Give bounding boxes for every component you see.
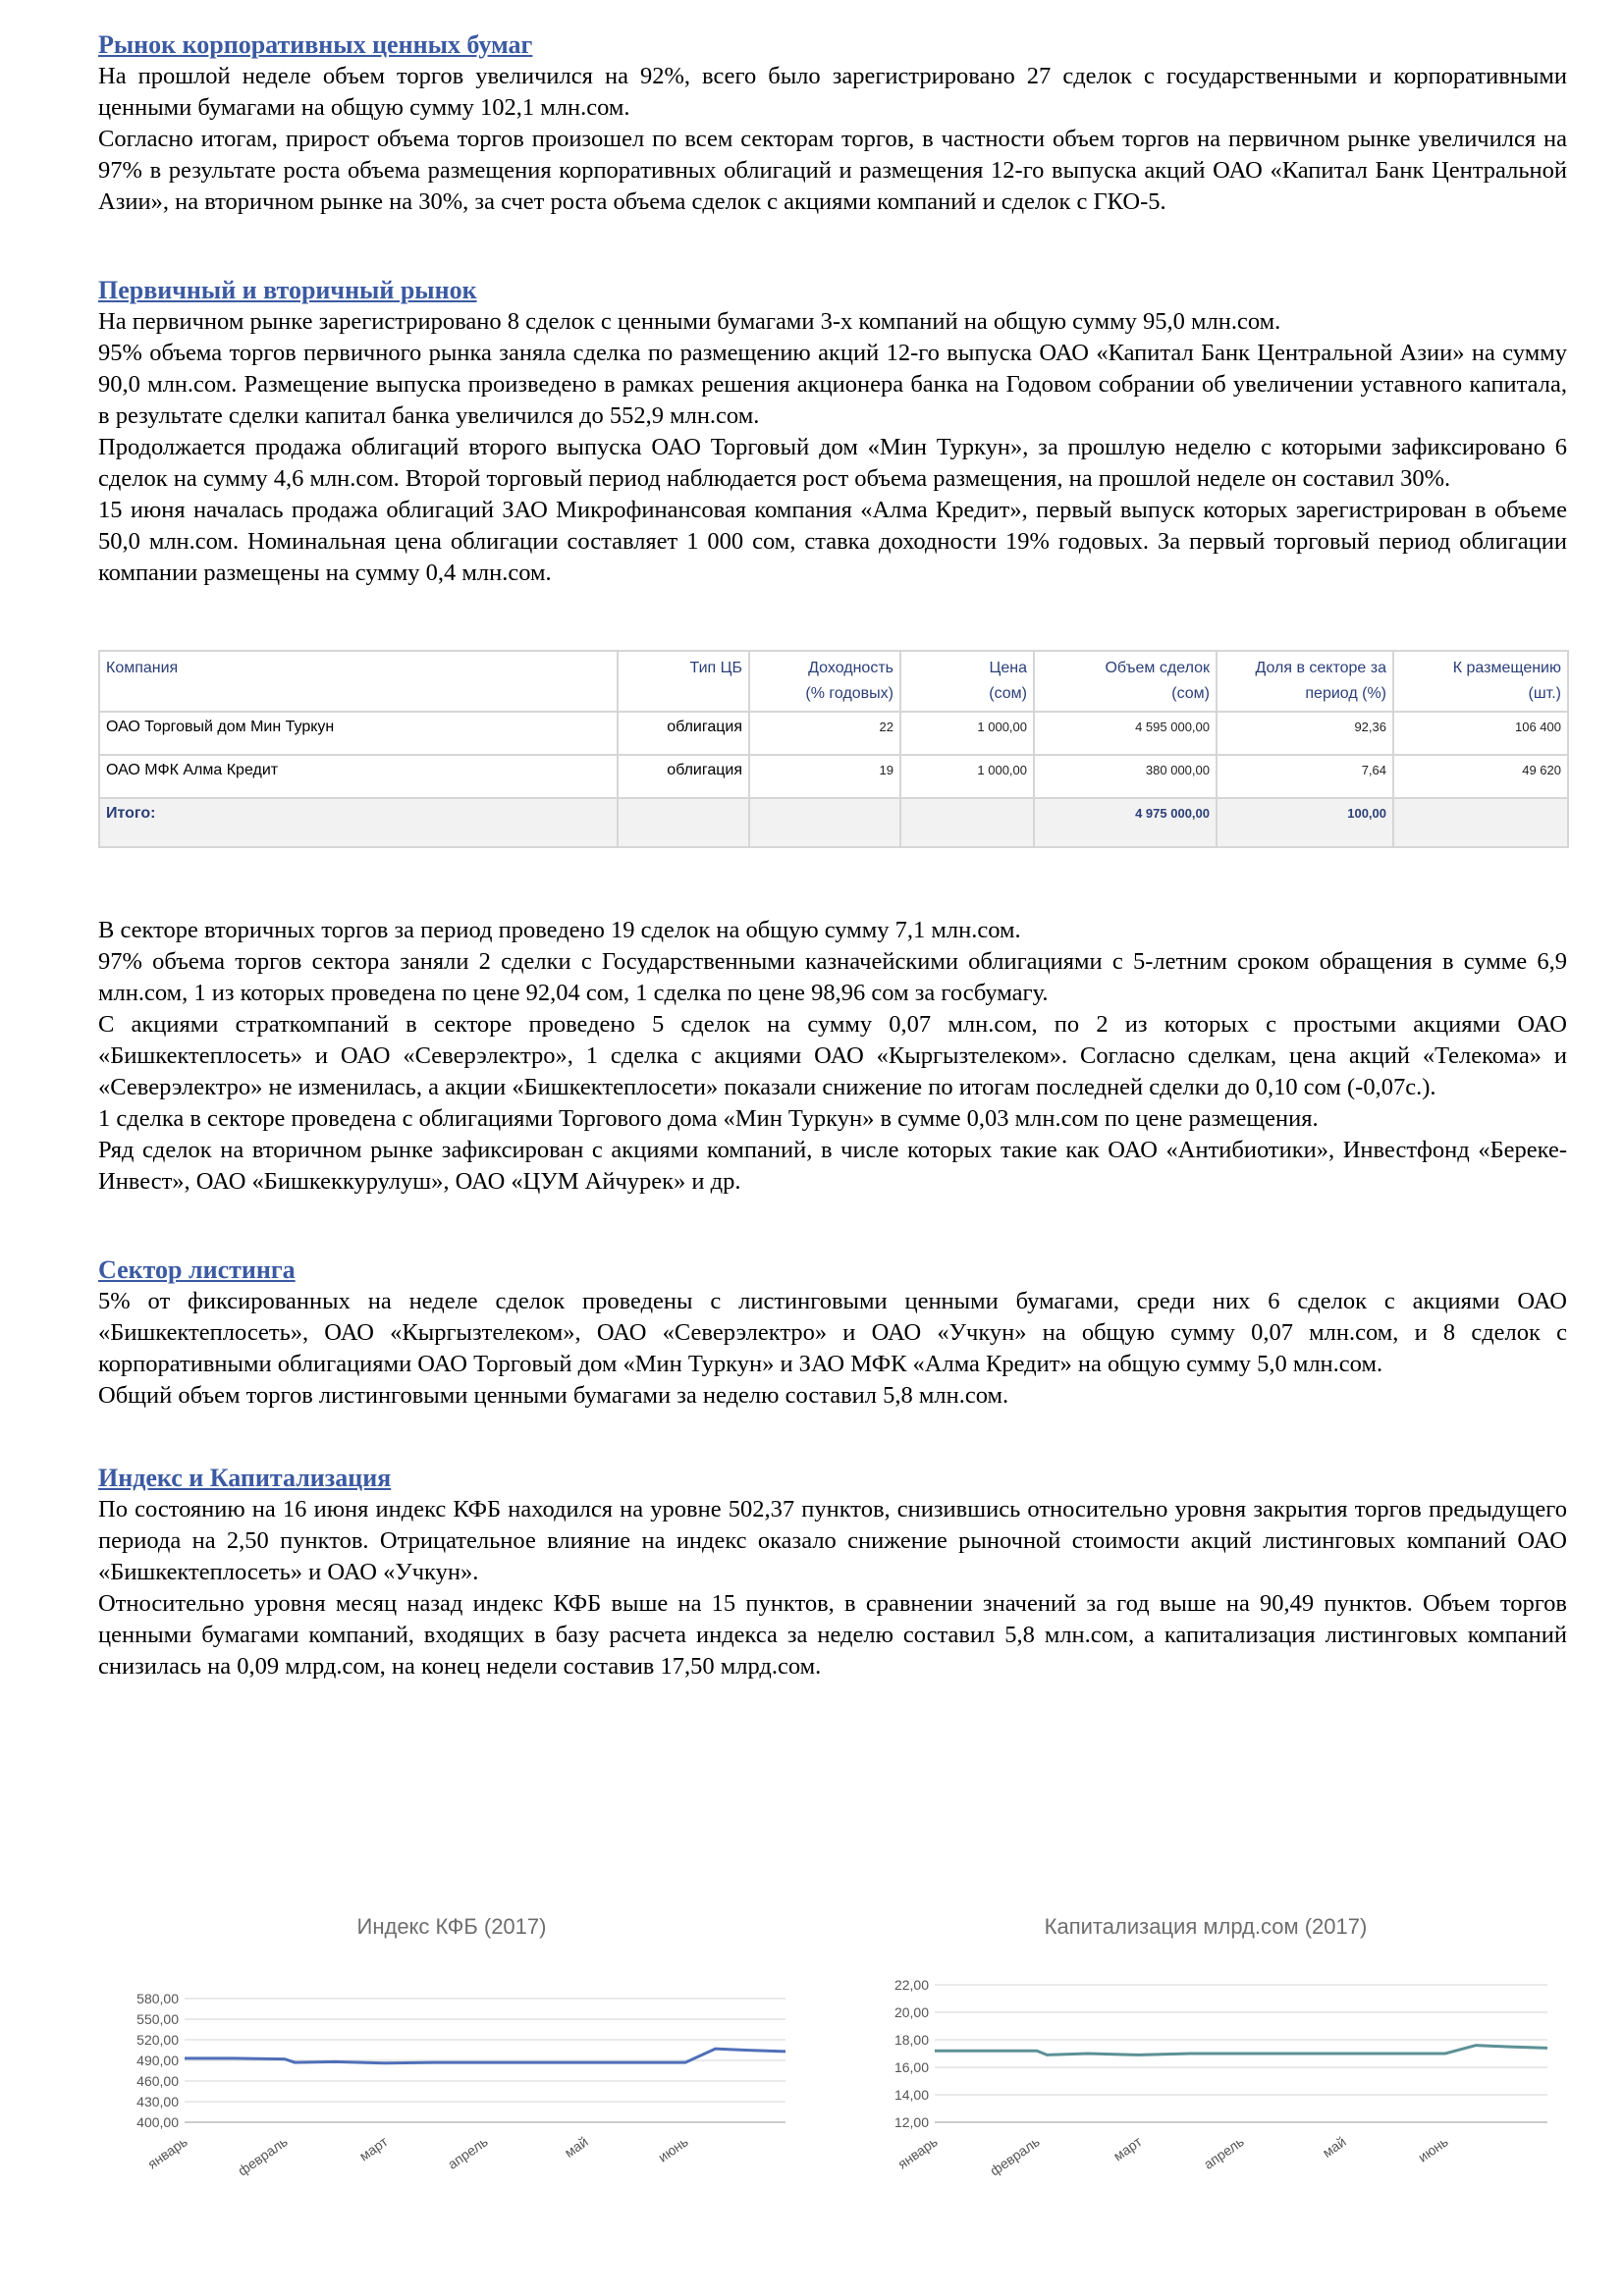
- cell-company: ОАО Торговый дом Мин Туркун: [99, 712, 618, 755]
- paragraph: На первичном рынке зарегистрировано 8 сделок с ценными бумагами 3-х компаний на общую сумму 95,0 млн.сом.: [98, 308, 1281, 335]
- y-tick-label: 490,00: [136, 2053, 179, 2068]
- cell-to-place: 49 620: [1393, 755, 1568, 798]
- paragraph: 95% объема торгов первичного рынка заняла сделка по размещению акций 12-го выпуска ОАО «Капитал Банк Центральной Азии» на сумму 90,0 млн.сом. Размещение выпуска произведено в рамках решения акционера банка на Годовом собрании об увеличении уставного капитала, в результате сделки капитал банка увеличился до 552,9 млн.сом.: [98, 340, 1567, 429]
- cell-volume: 4 595 000,00: [1034, 712, 1217, 755]
- y-tick-label: 520,00: [136, 2032, 179, 2048]
- cell-yield: 22: [749, 712, 900, 755]
- charts-area: [98, 1914, 1567, 2268]
- column-header: Объем сделок (сом): [1034, 651, 1217, 712]
- cell-total-label: Итого:: [99, 798, 618, 847]
- x-tick-label: июнь: [1415, 2133, 1451, 2165]
- y-tick-label: 580,00: [136, 1991, 179, 2006]
- capitalization-chart: [844, 1914, 1567, 2248]
- y-tick-label: 550,00: [136, 2011, 179, 2027]
- y-tick-label: 12,00: [893, 2114, 929, 2130]
- paragraph: Продолжается продажа облигаций второго выпуска ОАО Торговый дом «Мин Туркун», за прошлую неделю с которыми зафиксировано 6 сделок на сумму 4,6 млн.сом. Второй торговый период наблюдается рост объема размещения, на прошлой неделе он составил 30%.: [98, 434, 1567, 492]
- index-chart-svg: [98, 1914, 805, 2248]
- paragraph: Ряд сделок на вторичном рынке зафиксирован с акциями компаний, в числе которых такие как ОАО «Антибиотики», Инвестфонд «Береке-Инвест», ОАО «Бишкеккурулуш», ОАО «ЦУМ Айчурек» и др.: [98, 1137, 1567, 1195]
- paragraph: С акциями страткомпаний в секторе проведено 5 сделок на сумму 0,07 млн.сом, по 2 из которых с простыми акциями ОАО «Бишкектеплосеть» и ОАО «Северэлектро», 1 сделка с акциями ОАО «Кыргызтелеком». Согласно сделкам, цена акций «Телекома» и «Северэлектро» не изменилась, а акции «Бишкектеплосети» показали снижение по итогам последней сделки до 0,10 сом (-0,07с.).: [98, 1011, 1567, 1100]
- table-header-row: [99, 651, 1568, 712]
- y-tick-label: 460,00: [136, 2073, 179, 2089]
- y-tick-label: 400,00: [136, 2114, 179, 2130]
- index-chart: [98, 1914, 805, 2248]
- cell-price: 1 000,00: [900, 712, 1034, 755]
- section-title-corporate-market: Рынок корпоративных ценных бумаг: [98, 30, 533, 59]
- table-row: [99, 712, 1568, 755]
- x-tick-label: апрель: [444, 2133, 491, 2172]
- paragraph: 5% от фиксированных на неделе сделок проведены с листинговыми ценными бумагами, среди них 6 сделок с акциями ОАО «Бишкектеплосеть», ОАО «Кыргызтелеком», ОАО «Северэлектро» и ОАО «Учкун» на общую сумму 0,07 млн.сом, и 8 сделок с корпоративными облигациями ОАО Торговый дом «Мин Туркун» и ЗАО МФК «Алма Кредит» на общую сумму 5,0 млн.сом.: [98, 1288, 1567, 1377]
- cell-volume: 380 000,00: [1034, 755, 1217, 798]
- cell-total-share: 100,00: [1217, 798, 1393, 847]
- document-page: [98, 29, 1567, 1682]
- cell-yield: 19: [749, 755, 900, 798]
- column-header: Тип ЦБ: [618, 651, 749, 712]
- x-tick-label: март: [355, 2133, 391, 2164]
- securities-table: [98, 650, 1569, 848]
- x-tick-label: июнь: [655, 2133, 691, 2165]
- chart-title: Индекс КФБ (2017): [356, 1914, 547, 1939]
- cell-to-place: 106 400: [1393, 712, 1568, 755]
- paragraph: В секторе вторичных торгов за период проведено 19 сделок на общую сумму 7,1 млн.сом.: [98, 917, 1021, 943]
- x-tick-label: февраль: [235, 2133, 291, 2179]
- x-tick-label: февраль: [987, 2133, 1043, 2179]
- table-row: [99, 755, 1568, 798]
- column-header: К размещению (шт.): [1393, 651, 1568, 712]
- paragraph: На прошлой неделе объем торгов увеличился на 92%, всего было зарегистрировано 27 сделок с государственными и корпоративными ценными бумагами на общую сумму 102,1 млн.сом.: [98, 63, 1567, 121]
- x-tick-label: январь: [894, 2133, 941, 2172]
- y-tick-label: 14,00: [893, 2087, 929, 2103]
- cell-company: ОАО МФК Алма Кредит: [99, 755, 618, 798]
- cell-type: облигация: [618, 755, 749, 798]
- section-title-index-capitalization: Индекс и Капитализация: [98, 1464, 392, 1492]
- paragraph: Согласно итогам, прирост объема торгов произошел по всем секторам торгов, в частности объем торгов на первичном рынке увеличился на 97% в результате роста объема размещения корпоративных облигаций и размещения 12-го выпуска акций ОАО «Капитал Банк Центральной Азии», на вторичном рынке на 30%, за счет роста объема сделок с акциями компаний и сделок с ГКО-5.: [98, 126, 1567, 215]
- column-header: Цена (сом): [900, 651, 1034, 712]
- cell-total-volume: 4 975 000,00: [1034, 798, 1217, 847]
- y-tick-label: 16,00: [893, 2059, 929, 2075]
- cell-type: облигация: [618, 712, 749, 755]
- x-tick-label: январь: [144, 2133, 190, 2172]
- section-title-primary-secondary: Первичный и вторичный рынок: [98, 276, 477, 304]
- x-tick-label: май: [561, 2133, 591, 2161]
- paragraph: Общий объем торгов листинговыми ценными бумагами за неделю составил 5,8 млн.сом.: [98, 1382, 1009, 1409]
- y-tick-label: 18,00: [893, 2032, 929, 2048]
- x-tick-label: март: [1110, 2133, 1145, 2164]
- paragraph: 15 июня началась продажа облигаций ЗАО Микрофинансовая компания «Алма Кредит», первый выпуск которых зарегистрирован в объеме 50,0 млн.сом. Номинальная цена облигации составляет 1 000 сом, ставка доходности 19% годовых. За первый торговый период облигации компании размещены на сумму 0,4 млн.сом.: [98, 497, 1567, 586]
- cell-price: 1 000,00: [900, 755, 1034, 798]
- cell-share: 7,64: [1217, 755, 1393, 798]
- paragraph: По состоянию на 16 июня индекс КФБ находился на уровне 502,37 пунктов, снизившись относительно уровня закрытия торгов предыдущего периода на 2,50 пунктов. Отрицательное влияние на индекс оказало снижение рыночной стоимости акций листинговых компаний ОАО «Бишкектеплосеть» и ОАО «Учкун».: [98, 1496, 1567, 1585]
- column-header: Доля в секторе за период (%): [1217, 651, 1393, 712]
- column-header: Доходность (% годовых): [749, 651, 900, 712]
- table-total-row: [99, 798, 1568, 847]
- y-tick-label: 20,00: [893, 2004, 929, 2020]
- y-tick-label: 22,00: [893, 1977, 929, 1993]
- section-title-listing: Сектор листинга: [98, 1255, 296, 1284]
- column-header: Компания: [99, 651, 618, 712]
- chart-title: Капитализация млрд.сом (2017): [1044, 1914, 1368, 1939]
- y-tick-label: 430,00: [136, 2094, 179, 2109]
- cell-share: 92,36: [1217, 712, 1393, 755]
- series-line: [935, 2046, 1547, 2056]
- paragraph: Относительно уровня месяц назад индекс КФБ выше на 15 пунктов, в сравнении значений за год выше на 90,49 пунктов. Объем торгов ценными бумагами компаний, входящих в базу расчета индекса за неделю составил 5,8 млн.сом, а капитализация листинговых компаний снизилась на 0,09 млрд.сом, на конец недели составив 17,50 млрд.сом.: [98, 1590, 1567, 1680]
- paragraph: 97% объема торгов сектора заняли 2 сделки с Государственными казначейскими облигациями с 5-летним сроком обращения в сумме 6,9 млн.сом, 1 из которых проведена по цене 92,04 сом, 1 сделка по цене 98,96 сом за госбумагу.: [98, 948, 1567, 1006]
- capitalization-chart-svg: [844, 1914, 1567, 2248]
- paragraph: 1 сделка в секторе проведена с облигациями Торгового дома «Мин Туркун» в сумме 0,03 млн.сом по цене размещения.: [98, 1105, 1319, 1132]
- x-tick-label: апрель: [1200, 2133, 1247, 2172]
- x-tick-label: май: [1319, 2133, 1349, 2161]
